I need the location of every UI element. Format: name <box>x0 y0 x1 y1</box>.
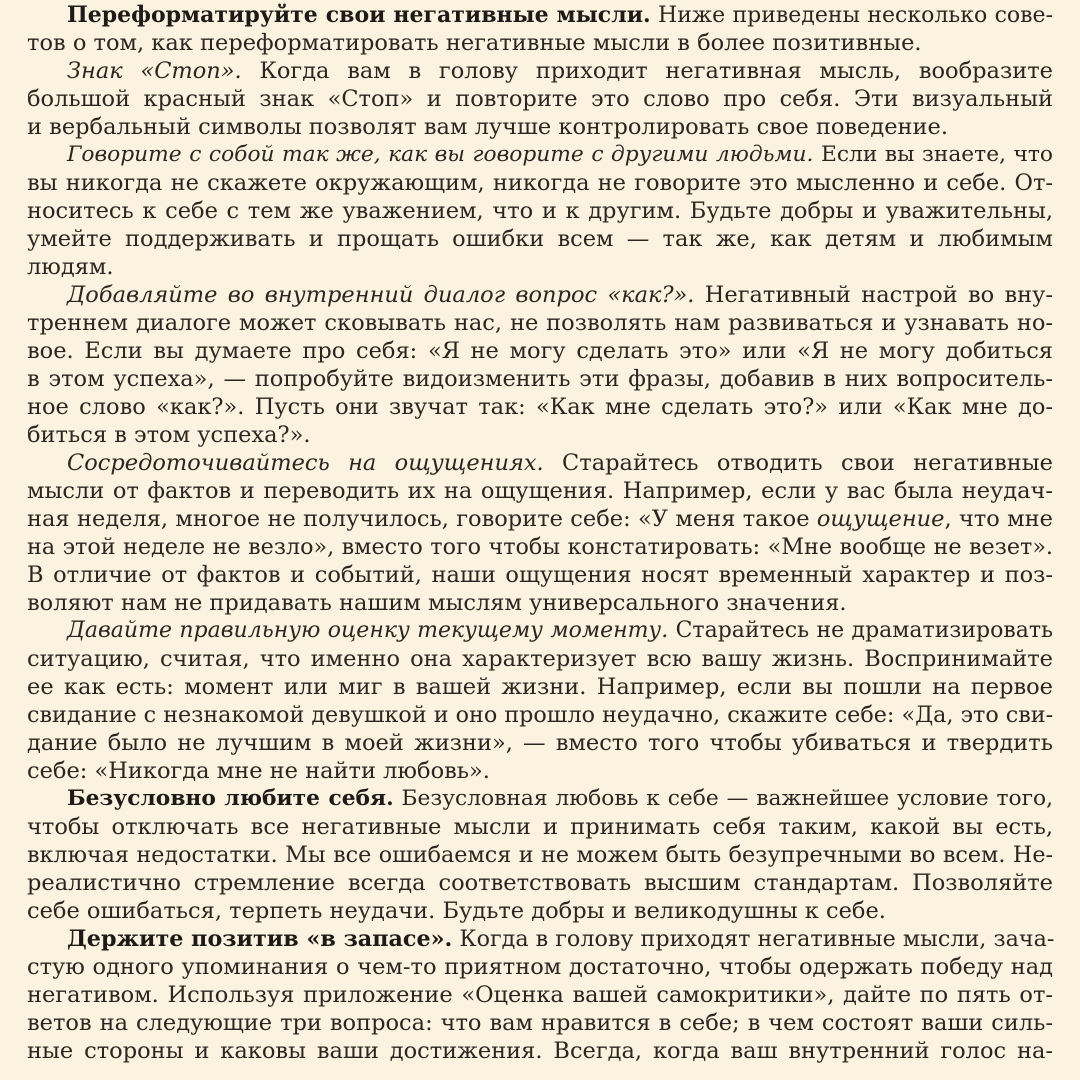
body-text: включая недостатки. Мы все ошибаемся и не можем быть безупречными во всем. Не- <box>27 842 1053 868</box>
text-line <box>27 29 1053 57</box>
body-text: свидание с незнакомой девушкой и оно прошло неудачно, скажите себе: «Да, это сви- <box>27 702 1054 728</box>
body-text: тов о том, как переформатировать негативные мысли в более позитивные. <box>27 30 922 56</box>
body-text: Когда в голову приходят негативные мысли, зача- <box>452 926 1055 952</box>
text-line <box>27 1009 1053 1037</box>
text-line <box>27 253 1053 281</box>
text-line <box>27 169 1053 197</box>
text-line <box>27 757 1053 785</box>
body-text: себе ошибаться, терпеть неудачи. Будьте добры и великодушны к себе. <box>27 898 886 924</box>
text-line <box>27 701 1053 729</box>
body-text: Безусловная любовь к себе — важнейшее условие того, <box>393 786 1053 811</box>
text-line <box>27 953 1053 981</box>
text-line <box>27 477 1053 505</box>
body-text: ное слово «как?». Пусть они звучат так: «Как мне сделать это?» или «Как мне до- <box>27 394 1053 420</box>
body-text: вы никогда не скажете окружающим, никогда не говорите это мысленно и себе. От- <box>27 170 1053 196</box>
text-line <box>27 869 1053 897</box>
body-text: ные стороны и каковы ваши достижения. Всегда, когда ваш внутренний голос на- <box>27 1038 1053 1064</box>
body-text: в этом успеха», — попробуйте видоизменить эти фразы, добавив в них вопроситель- <box>27 366 1053 392</box>
body-text: воляют нам не придавать нашим мыслям универсального значения. <box>27 590 847 616</box>
text-line <box>27 673 1053 701</box>
body-text: дание было не лучшим в моей жизни», — вместо того чтобы убиваться и твердить <box>27 730 1053 756</box>
body-text: ветов на следующие три вопроса: что вам нравится в себе; в чем состоят ваши силь- <box>27 1010 1053 1036</box>
text-line <box>27 505 1053 533</box>
text-line <box>67 785 1053 813</box>
italic-phrase: Давайте правильную оценку текущему моменту. <box>67 618 669 643</box>
body-text: Если вы знаете, что <box>813 142 1053 167</box>
text-line <box>27 225 1053 253</box>
text-line <box>27 645 1053 673</box>
text-line <box>27 813 1053 841</box>
italic-phrase: Знак «Стоп». <box>67 58 242 84</box>
body-text: биться в этом успеха?». <box>27 422 311 448</box>
body-text: Негативный настрой во вну- <box>694 282 1053 308</box>
body-text: людям. <box>27 254 114 280</box>
bold-lead-phrase: Держите позитив «в запасе». <box>67 926 453 952</box>
text-line <box>67 281 1053 309</box>
text-line <box>67 925 1053 953</box>
bold-lead-phrase: Безусловно любите себя. <box>67 786 394 811</box>
body-text: Ниже приведены несколько сове- <box>650 3 1054 28</box>
text-line <box>27 533 1053 561</box>
body-text: ная неделя, многое не получилось, говорите себе: «У меня такое <box>27 506 817 532</box>
text-line <box>67 1 1053 29</box>
body-text: , что мне <box>944 506 1053 532</box>
body-text: и вербальный символы позволят вам лучше контролировать свое поведение. <box>27 114 949 140</box>
italic-phrase: Сосредоточивайтесь на ощущениях. <box>67 450 544 476</box>
body-text: чтобы отключать все негативные мысли и принимать себя таким, какой вы есть, <box>27 814 1053 840</box>
body-text: умейте поддерживать и прощать ошибки всем — так же, как детям и любимым <box>27 226 1053 252</box>
text-line <box>27 337 1053 365</box>
text-line <box>27 589 1053 617</box>
text-line <box>27 1037 1053 1065</box>
text-line <box>27 393 1053 421</box>
body-text: В отличие от фактов и событий, наши ощущения носят временный характер и поз- <box>27 562 1053 588</box>
body-text: негативом. Используя приложение «Оценка вашей самокритики», дайте по пять от- <box>27 982 1053 1008</box>
body-text: носитесь к себе с тем же уважением, что и к другим. Будьте добры и уважительны, <box>27 198 1053 224</box>
italic-phrase: Говорите с собой так же, как вы говорите с другими людьми. <box>67 142 814 167</box>
body-text: большой красный знак «Стоп» и повторите это слово про себя. Эти визуальный <box>27 86 1053 112</box>
text-line <box>27 85 1053 113</box>
text-line <box>27 841 1053 869</box>
body-text: Старайтесь не драматизировать <box>668 618 1053 643</box>
text-line <box>27 729 1053 757</box>
text-line <box>27 421 1053 449</box>
body-text: стую одного упоминания о чем-то приятном достаточно, чтобы одержать победу над <box>27 954 1053 980</box>
text-line <box>27 197 1053 225</box>
text-line <box>67 449 1053 477</box>
text-line <box>27 365 1053 393</box>
text-line <box>67 141 1053 169</box>
italic-phrase: Добавляйте во внутренний диалог вопрос «как?». <box>67 282 695 308</box>
text-line <box>27 897 1053 925</box>
text-line <box>67 617 1053 645</box>
text-line <box>27 981 1053 1009</box>
text-line <box>27 113 1053 141</box>
text-line <box>67 57 1053 85</box>
body-text: ситуацию, считая, что именно она характеризует всю вашу жизнь. Воспринимайте <box>27 646 1053 672</box>
text-line <box>27 561 1053 589</box>
text-line <box>27 309 1053 337</box>
body-text: вое. Если вы думаете про себя: «Я не могу сделать это» или «Я не могу добиться <box>27 338 1053 364</box>
body-text: треннем диалоге может сковывать нас, не позволять нам развиваться и узнавать но- <box>27 310 1053 336</box>
body-text: Когда вам в голову приходит негативная мысль, вообразите <box>241 58 1053 84</box>
body-text: ее как есть: момент или миг в вашей жизни. Например, если вы пошли на первое <box>27 674 1053 700</box>
body-text: мысли от фактов и переводить их на ощущения. Например, если у вас была неудач- <box>27 478 1053 504</box>
body-text: реалистично стремление всегда соответствовать высшим стандартам. Позволяйте <box>27 870 1053 896</box>
italic-phrase: ощущение <box>816 506 945 532</box>
bold-lead-phrase: Переформатируйте свои негативные мысли. <box>67 2 651 28</box>
body-text: себе: «Никогда мне не найти любовь». <box>27 758 490 784</box>
body-text: Старайтесь отводить свои негативные <box>543 450 1053 476</box>
body-text: на этой неделе не везло», вместо того чтобы констатировать: «Мне вообще не везет». <box>27 534 1053 560</box>
